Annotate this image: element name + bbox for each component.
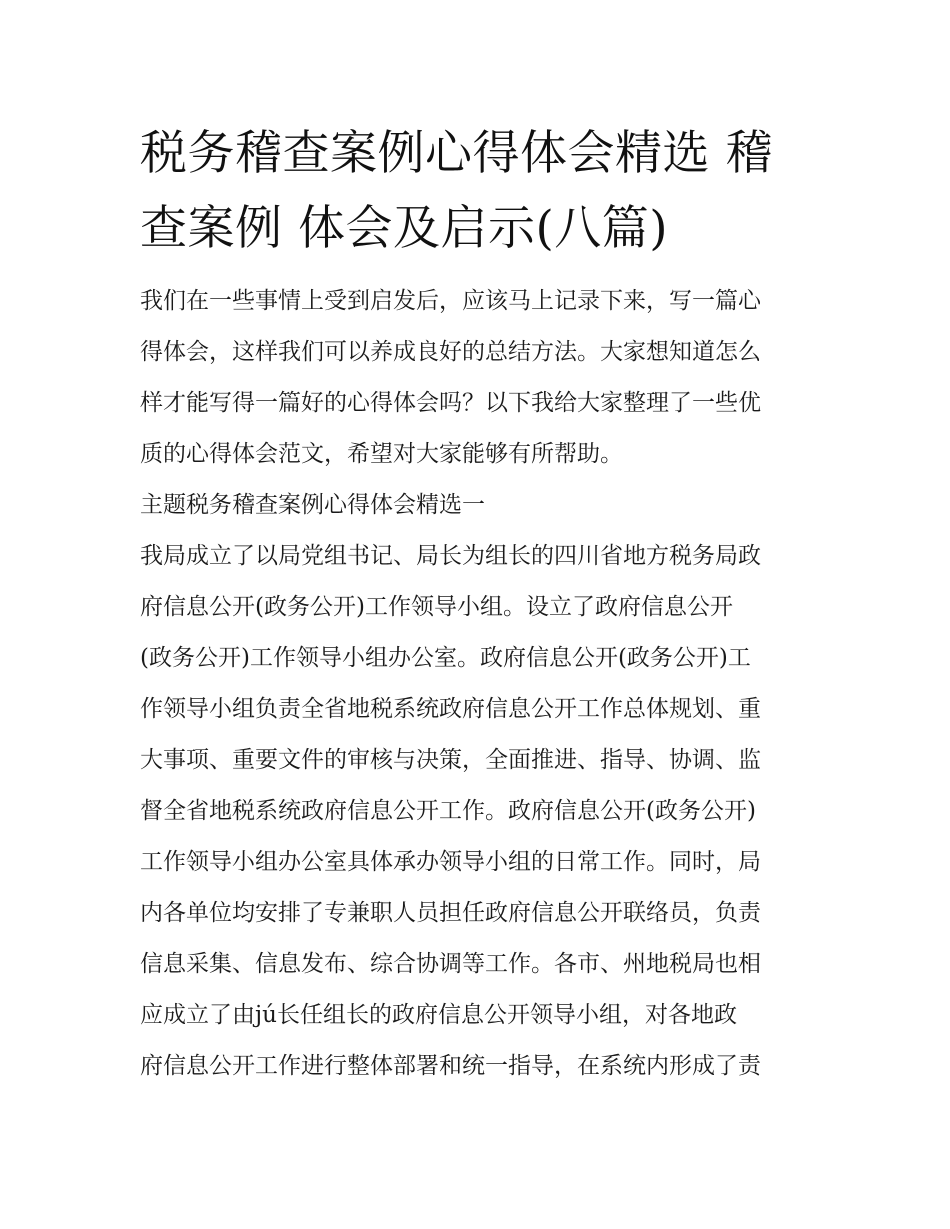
body-paragraph-line: (政务公开)工作领导小组办公室。政府信息公开(政务公开)工 [140,645,751,671]
body-paragraph-line: 信息采集、信息发布、综合协调等工作。各市、州地税局也相 [140,951,761,977]
intro-paragraph-line: 样才能写得一篇好的心得体会吗？以下我给大家整理了一些优 [140,390,761,416]
body-paragraph-line: 作领导小组负责全省地税系统政府信息公开工作总体规划、重 [140,696,761,722]
document-body [140,276,830,1092]
body-paragraph-line: 府信息公开(政务公开)工作领导小组。设立了政府信息公开 [140,594,733,620]
intro-paragraph-line: 我们在一些事情上受到启发后，应该马上记录下来，写一篇心 [140,288,761,314]
intro-paragraph-line: 得体会，这样我们可以养成良好的总结方法。大家想知道怎么 [140,339,761,365]
body-paragraph-line: 我局成立了以局党组书记、局长为组长的四川省地方税务局政 [140,543,761,569]
body-paragraph-line: 府信息公开工作进行整体部署和统一指导，在系统内形成了责 [140,1053,761,1079]
title-line: 税务稽查案例心得体会精选 稽 [140,126,773,181]
body-paragraph-line: 大事项、重要文件的审核与决策，全面推进、指导、协调、监 [140,747,761,773]
body-paragraph-line: 内各单位均安排了专兼职人员担任政府信息公开联络员，负责 [140,900,761,926]
section-heading: 主题税务稽查案例心得体会精选一 [140,492,485,518]
body-paragraph-line: 应成立了由jú长任组长的政府信息公开领导小组，对各地政 [140,1002,737,1028]
body-paragraph-line: 督全省地税系统政府信息公开工作。政府信息公开(政务公开) [140,798,756,824]
body-paragraph-line: 工作领导小组办公室具体承办领导小组的日常工作。同时，局 [140,849,761,875]
intro-paragraph-line: 质的心得体会范文，希望对大家能够有所帮助。 [140,441,623,467]
document-title [140,116,830,266]
title-line: 查案例 体会及启示(八篇) [140,201,669,256]
